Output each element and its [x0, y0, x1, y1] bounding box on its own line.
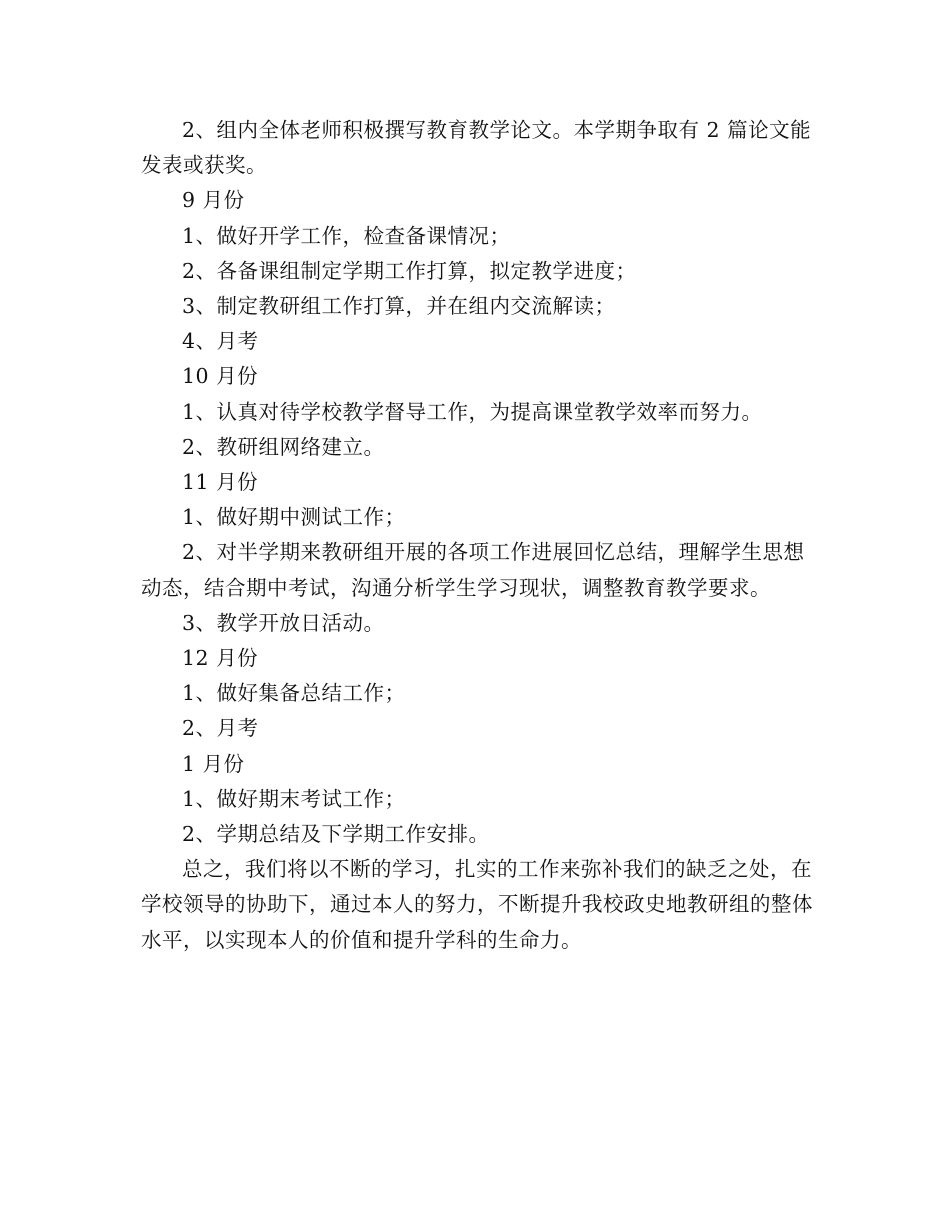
paragraph-december-item-1: 1、做好集备总结工作；	[182, 681, 406, 706]
paragraph-conclusion: 总之，我们将以不断的学习，扎实的工作来弥补我们的缺乏之处，在学校领导的协助下，通过本人的努力，不断提升我校政史地教研组的整体水平，以实现本人的价值和提升学科的生命力。	[141, 857, 813, 952]
paragraph-september-item-2: 2、各备课组制定学期工作打算，拟定教学进度；	[182, 258, 637, 283]
paragraph-october-item-2: 2、教研组网络建立。	[182, 434, 385, 459]
paragraph-october-item-1: 1、认真对待学校教学督导工作，为提高课堂教学效率而努力。	[182, 399, 763, 424]
heading-december: 12 月份	[182, 646, 259, 671]
heading-november: 11 月份	[182, 470, 259, 495]
paragraph-september-item-1: 1、做好开学工作，检查备课情况；	[182, 223, 511, 248]
paragraph-november-item-2: 2、对半学期来教研组开展的各项工作进展回忆总结，理解学生思想动态，结合期中考试，沟通分析学生学习现状，调整教育教学要求。	[141, 540, 805, 600]
heading-january: 1 月份	[182, 751, 245, 776]
paragraph-september-item-3: 3、制定教研组工作打算，并在组内交流解读；	[182, 294, 616, 319]
paragraph-december-item-2: 2、月考	[182, 716, 259, 741]
paragraph-november-item-1: 1、做好期中测试工作；	[182, 505, 406, 530]
paragraph-goal-papers: 2、组内全体老师积极撰写教育教学论文。本学期争取有 2 篇论文能发表或获奖。	[141, 118, 812, 178]
heading-september: 9 月份	[182, 188, 245, 213]
paragraph-september-item-4: 4、月考	[182, 329, 259, 354]
heading-october: 10 月份	[182, 364, 259, 389]
paragraph-january-item-2: 2、学期总结及下学期工作安排。	[182, 822, 490, 847]
paragraph-january-item-1: 1、做好期末考试工作；	[182, 786, 406, 811]
document-body	[141, 113, 821, 958]
paragraph-november-item-3: 3、教学开放日活动。	[182, 610, 385, 635]
